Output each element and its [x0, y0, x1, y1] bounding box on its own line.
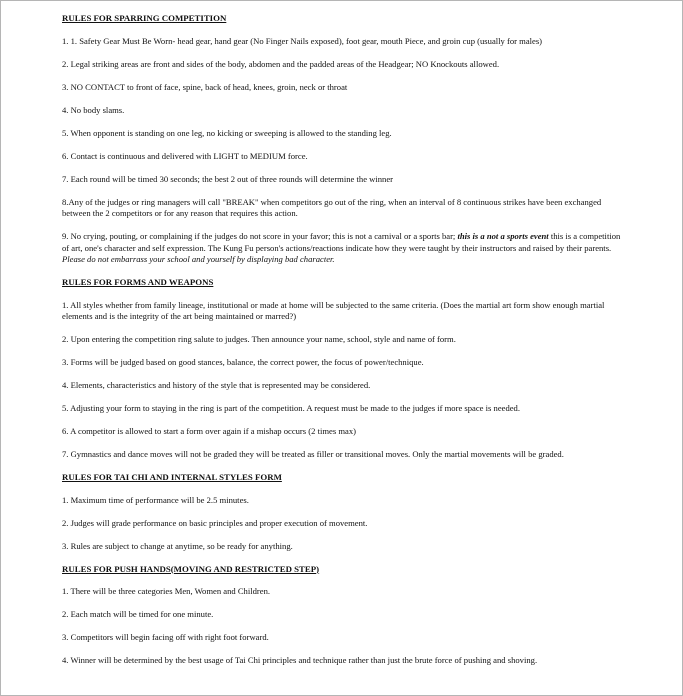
rule-emphasis: Please do not embarrass your school and yourself by displaying bad character. — [62, 254, 335, 264]
rule-item: 5. Adjusting your form to staying in the ring is part of the competition. A request must be made to the judges if more space is needed. — [62, 403, 521, 413]
rule-item: 2. Judges will grade performance on basic principles and proper execution of movement. — [62, 517, 368, 528]
rule-item: 1. All styles whether from family lineage, institutional or made at home will be subjected to the same criteria. (Does the martial art form show enough martial elements and is the integrity of the art being maintained or marred?) — [62, 299, 605, 321]
section-heading: RULES FOR SPARRING COMPETITION — [62, 13, 227, 23]
rule-item: 4. Elements, characteristics and history of the style that is represented may be considered. — [62, 380, 371, 390]
rule-item: 3. Competitors will begin facing off with right foot forward. — [62, 632, 269, 642]
rule-text: 9. No crying, pouting, or complaining if the judges do not score in your favor; this is not a carnival or a sports bar; — [62, 231, 458, 241]
rule-item: 5. When opponent is standing on one leg, no kicking or sweeping is allowed to the standing leg. — [62, 127, 392, 138]
rule-item: 2. Each match will be timed for one minute. — [62, 609, 214, 619]
rule-item: 4. Winner will be determined by the best usage of Tai Chi principles and technique rather than just the brute force of pushing and shoving. — [62, 655, 538, 665]
rule-item: 8.Any of the judges or ring managers will call "BREAK" when competitors go out of the ring, when an interval of 8 continuous strikes have been exchanged between the 2 competitors or for any reason that requires this action. — [62, 196, 602, 218]
section-heading: RULES FOR FORMS AND WEAPONS — [62, 277, 214, 287]
rule-item: 4. No body slams. — [62, 104, 125, 115]
rule-item: 2. Legal striking areas are front and sides of the body, abdomen and the padded areas of the Headgear; NO Knockouts allowed. — [62, 58, 500, 69]
section-forms-weapons — [62, 277, 622, 461]
document-body — [62, 13, 622, 678]
rule-text: this is a competition of art, one's character and self expression. The Kung Fu person's actions/reactions indicate how they were taught by their instructors and raised by their parents. — [62, 231, 621, 253]
rule-item: 1. 1. Safety Gear Must Be Worn- head gear, hand gear (No Finger Nails exposed), foot gear, mouth Piece, and groin cup (usually for males) — [62, 35, 543, 46]
rule-item: 6. A competitor is allowed to start a form over again if a mishap occurs (2 times max) — [62, 426, 357, 436]
rule-item: 2. Upon entering the competition ring salute to judges. Then announce your name, school, style and name of form. — [62, 334, 456, 344]
rule-item: 1. There will be three categories Men, Women and Children. — [62, 586, 271, 596]
rule-item-9 — [62, 231, 622, 266]
section-sparring — [62, 13, 622, 266]
rule-item: 7. Gymnastics and dance moves will not be graded they will be treated as filler or transitional moves. Only the martial movements will be graded. — [62, 449, 564, 459]
rule-item: 3. Rules are subject to change at anytime, so be ready for anything. — [62, 540, 293, 551]
rule-item: 3. NO CONTACT to front of face, spine, back of head, knees, groin, neck or throat — [62, 81, 348, 92]
section-heading: RULES FOR PUSH HANDS(MOVING AND RESTRICTED STEP) — [62, 563, 320, 574]
section-push-hands — [62, 564, 622, 667]
rule-item: 3. Forms will be judged based on good stances, balance, the correct power, the focus of power/technique. — [62, 357, 424, 367]
section-tai-chi — [62, 472, 622, 552]
rule-item: 7. Each round will be timed 30 seconds; the best 2 out of three rounds will determine the winner — [62, 173, 394, 184]
rule-item: 1. Maximum time of performance will be 2.5 minutes. — [62, 494, 249, 505]
section-heading: RULES FOR TAI CHI AND INTERNAL STYLES FORM — [62, 472, 282, 482]
rule-emphasis: this is a not a sports event — [457, 231, 549, 241]
rule-item: 6. Contact is continuous and delivered with LIGHT to MEDIUM force. — [62, 150, 308, 161]
